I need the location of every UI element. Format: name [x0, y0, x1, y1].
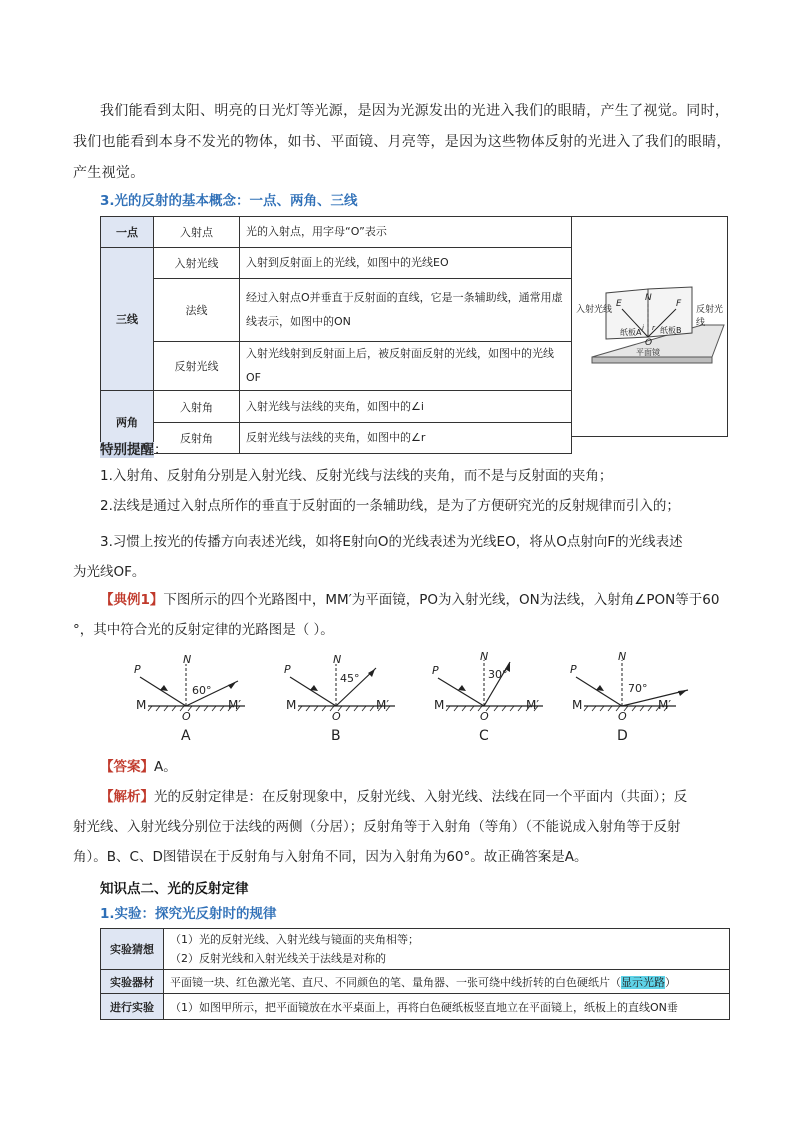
- reminder-heading: [100, 438, 168, 458]
- reminder-item-3-cont: 为光线OF。: [73, 564, 146, 580]
- definition-line: 线表示，如图中的ON: [246, 315, 351, 328]
- label-o: O: [618, 710, 627, 723]
- label-m: M: [434, 698, 445, 712]
- term-cell: 入射点: [154, 217, 240, 248]
- angle-label: 60°: [192, 684, 212, 697]
- point-f-label: F: [676, 299, 682, 309]
- label-p: P: [284, 663, 291, 676]
- concept-table: [100, 216, 572, 454]
- definition-cell: 入射光线与法线的夹角，如图中的∠i: [240, 391, 572, 423]
- term-cell: 入射光线: [154, 248, 240, 279]
- term-cell: 法线: [154, 279, 240, 342]
- label-m: M: [572, 698, 583, 712]
- definition-line: 经过入射点O并垂直于反射面的直线，它是一条辅助线，通常用虚: [246, 291, 563, 304]
- experiment-guess-label: 实验猜想: [101, 929, 164, 970]
- diagram-c: [428, 650, 558, 745]
- label-m-prime: M′: [658, 698, 672, 712]
- definition-cell: 入射光线射到反射面上后，被反射面反射的光线，如图中的光线OF: [240, 342, 572, 391]
- diagram-d: [566, 650, 706, 745]
- diagram-b: [280, 650, 410, 745]
- label-n: N: [618, 650, 627, 663]
- intro-line-3: 产生视觉。: [73, 165, 145, 181]
- definition-cell: 光的入射点，用字母“O”表示: [240, 217, 572, 248]
- analysis-text-cont: 射光线、入射光线分别位于法线的两侧（分居）；反射角等于入射角（等角）（不能说成入射角等于反射: [73, 819, 681, 835]
- label-o: O: [182, 710, 191, 723]
- example-text: 下图所示的四个光路图中，MM′为平面镜，PO为入射光线，ON为法线，入射角∠PON等于60: [163, 592, 720, 608]
- diagram-letter: A: [181, 728, 191, 744]
- label-m-prime: M′: [526, 698, 540, 712]
- experiment-equipment-label: 实验器材: [101, 970, 164, 994]
- label-n: N: [480, 650, 489, 663]
- equipment-text: 平面镜一块、红色激光笔、直尺、不同颜色的笔、量角器、一张可绕中线折转的白色硬纸片（: [170, 975, 621, 989]
- ray-diagrams: [130, 650, 710, 750]
- label-m-prime: M′: [376, 698, 390, 712]
- reminder-list: [73, 461, 740, 587]
- term-cell: 入射角: [154, 391, 240, 423]
- example-1: [73, 585, 740, 645]
- label-p: P: [134, 663, 141, 676]
- angle-label: 45°: [340, 672, 360, 685]
- experiment-guess-cell: [164, 929, 730, 970]
- definition-cell: 入射到反射面上的光线，如图中的光线EO: [240, 248, 572, 279]
- category-cell: 两角: [101, 391, 154, 454]
- experiment-table: [100, 928, 730, 1020]
- intro-line-2: 我们也能看到本身不发光的物体，如书、平面镜、月亮等，是因为这些物体反射的光进入了我们的眼睛，: [73, 134, 731, 150]
- analysis: [73, 782, 740, 872]
- point-o-label: O: [645, 338, 653, 348]
- angle-r-label: r: [652, 324, 655, 332]
- reminder-colon: ：: [154, 442, 168, 458]
- label-m: M: [286, 698, 297, 712]
- angle-label: 30°: [488, 668, 508, 681]
- term-cell: 反射角: [154, 423, 240, 454]
- term-cell: 反射光线: [154, 342, 240, 391]
- experiment-title: 1.实验：探究光反射时的规律: [100, 906, 277, 922]
- equipment-close: ）: [665, 975, 676, 989]
- answer: [100, 752, 177, 782]
- intro-paragraph: [73, 96, 740, 189]
- answer-text: A。: [154, 759, 177, 775]
- example-text-cont: °，其中符合光的反射定律的光路图是（ ）。: [73, 622, 334, 638]
- angle-i-label: i: [642, 324, 644, 332]
- analysis-text: 光的反射定律是：在反射现象中，反射光线、入射光线、法线在同一个平面内（共面）；反: [154, 789, 688, 805]
- reminder-item-2: 2.法线是通过入射点所作的垂直于反射面的一条辅助线，是为了方便研究光的反射规律而引入的；: [100, 498, 680, 514]
- label-p: P: [570, 663, 577, 676]
- label-m-prime: M′: [228, 698, 242, 712]
- guess-item-1: （1）光的反射光线、入射光线与镜面的夹角相等；: [170, 933, 419, 946]
- definition-cell: 反射光线与法线的夹角，如图中的∠r: [240, 423, 572, 454]
- mirror-label: 平面镜: [636, 348, 660, 357]
- label-n: N: [183, 653, 192, 666]
- board-b-label: 纸板B: [660, 326, 682, 335]
- label-o: O: [332, 710, 341, 723]
- answer-tag: 【答案】: [100, 759, 154, 775]
- experiment-equipment-cell: [164, 970, 730, 994]
- label-p: P: [432, 664, 439, 677]
- category-cell: 三线: [101, 248, 154, 391]
- reflected-ray-label: 反射光线: [696, 305, 724, 328]
- analysis-tag: 【解析】: [100, 789, 154, 805]
- ray-diagram-d: [566, 650, 706, 745]
- label-o: O: [480, 710, 489, 723]
- incident-ray-label: 入射光线: [576, 305, 613, 315]
- angle-label: 70°: [628, 682, 648, 695]
- intro-line-1: 我们能看到太阳、明亮的日光灯等光源，是因为光源发出的光进入我们的眼睛，产生了视觉。同时，: [100, 103, 730, 119]
- experiment-procedure-label: 进行实验: [101, 994, 164, 1020]
- diagram-letter: D: [617, 728, 628, 744]
- definition-cell: [240, 279, 572, 342]
- ray-diagram-b: [280, 650, 410, 745]
- reminder-item-3: 3.习惯上按光的传播方向表述光线，如将E射向O的光线表述为光线EO，将从O点射向F的光线表述: [100, 534, 683, 550]
- reminder-title: 特别提醒: [100, 442, 154, 458]
- diagram-letter: B: [331, 728, 341, 744]
- diagram-a: [130, 650, 260, 745]
- label-n: N: [333, 653, 342, 666]
- equipment-highlight: 显示光路: [621, 975, 665, 989]
- board-a-label: 纸板A: [620, 328, 642, 337]
- reflection-figure-box: [572, 216, 728, 437]
- analysis-text-cont: 角）。B、C、D图错误在于反射角与入射角不同，因为入射角为60°。故正确答案是A。: [73, 849, 588, 865]
- reminder-item-1: 1.入射角、反射角分别是入射光线、反射光线与法线的夹角，而不是与反射面的夹角；: [100, 468, 613, 484]
- experiment-procedure-cell: （1）如图甲所示，把平面镜放在水平桌面上，再将白色硬纸板竖直地立在平面镜上，纸板上的直线ON垂: [164, 994, 730, 1020]
- point-e-label: E: [616, 299, 622, 309]
- category-cell: 一点: [101, 217, 154, 248]
- section-3-title: 3.光的反射的基本概念：一点、两角、三线: [100, 193, 358, 209]
- guess-item-2: （2）反射光线和入射光线关于法线是对称的: [170, 952, 386, 965]
- label-m: M: [136, 698, 147, 712]
- example-tag: 【典例1】: [100, 592, 164, 608]
- point-n-label: N: [645, 293, 652, 303]
- knowledge-point-2-title: 知识点二、光的反射定律: [100, 881, 249, 897]
- diagram-letter: C: [479, 728, 489, 744]
